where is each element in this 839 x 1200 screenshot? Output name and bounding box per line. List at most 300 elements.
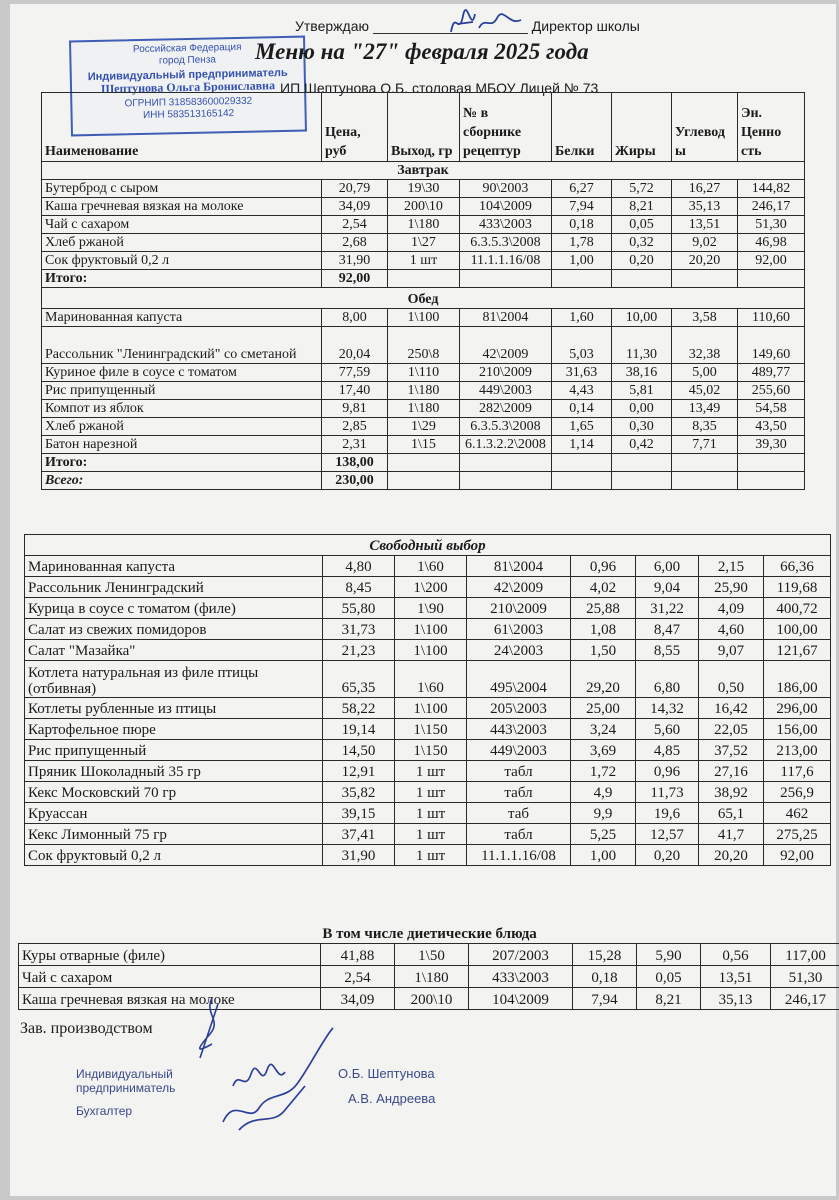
stamp-line: ИНН 583513165142 — [142, 108, 235, 121]
dish-price: 65,35 — [323, 661, 395, 698]
header-energy: Эн. Ценно сть — [738, 93, 805, 162]
dish-price: 55,80 — [323, 598, 395, 619]
dish-fat: 6,00 — [636, 556, 699, 577]
dish-protein: 6,27 — [552, 180, 612, 198]
dish-output: 1\90 — [395, 598, 467, 619]
entrepreneur-label — [76, 1067, 186, 1095]
stamp-line: Российская Федерация — [132, 41, 242, 56]
dish-protein: 29,20 — [571, 661, 636, 698]
dish-output: 1\150 — [395, 719, 467, 740]
dish-fat: 0,96 — [636, 761, 699, 782]
dish-name: Пряник Шоколадный 35 гр — [25, 761, 323, 782]
dish-output: 1\60 — [395, 556, 467, 577]
dish-recipe: 90\2003 — [460, 180, 552, 198]
dish-price: 2,68 — [322, 234, 388, 252]
director-signature — [445, 6, 525, 40]
dish-fat: 5,81 — [612, 382, 672, 400]
dish-carbs: 35,13 — [701, 988, 771, 1010]
dish-fat: 11,30 — [612, 327, 672, 364]
dish-output: 1 шт — [388, 252, 460, 270]
menu-table-main — [41, 92, 805, 490]
dish-output: 200\10 — [388, 198, 460, 216]
dish-carbs: 32,38 — [672, 327, 738, 364]
header-protein: Белки — [552, 93, 612, 162]
grand-total-row — [42, 472, 805, 490]
dish-name: Бутерброд с сыром — [42, 180, 322, 198]
grand-total-label: Всего: — [42, 472, 322, 490]
dish-fat: 8,21 — [637, 988, 701, 1010]
dish-carbs: 27,16 — [699, 761, 764, 782]
dish-fat: 9,04 — [636, 577, 699, 598]
dish-output: 1\100 — [395, 640, 467, 661]
dish-output: 1\110 — [388, 364, 460, 382]
table-row — [25, 598, 831, 619]
dish-price: 12,91 — [323, 761, 395, 782]
dish-price: 2,54 — [321, 966, 395, 988]
table-row — [42, 180, 805, 198]
dish-recipe: 61\2003 — [467, 619, 571, 640]
dish-output: 1\29 — [388, 418, 460, 436]
dish-price: 20,04 — [322, 327, 388, 364]
dish-name: Салат "Мазайка" — [25, 640, 323, 661]
dish-name: Салат из свежих помидоров — [25, 619, 323, 640]
dish-energy: 255,60 — [738, 382, 805, 400]
header-name: Наименование — [42, 93, 322, 162]
dish-recipe: табл — [467, 824, 571, 845]
section-title-breakfast: Завтрак — [42, 162, 805, 180]
dish-fat: 6,80 — [636, 661, 699, 698]
total-label: Итого: — [42, 270, 322, 288]
page-title: Меню на "27" февраля 2025 года — [255, 39, 589, 64]
dish-name: Маринованная капуста — [42, 309, 322, 327]
dish-output: 1\100 — [395, 698, 467, 719]
dish-recipe: 6.3.5.3\2008 — [460, 418, 552, 436]
dish-price: 19,14 — [323, 719, 395, 740]
dish-output: 1 шт — [395, 803, 467, 824]
breakfast-rows — [42, 180, 805, 270]
dish-energy: 462 — [764, 803, 831, 824]
dish-output: 250\8 — [388, 327, 460, 364]
dish-fat: 0,20 — [612, 252, 672, 270]
table-row — [42, 252, 805, 270]
dish-output: 1\200 — [395, 577, 467, 598]
section-row — [42, 162, 805, 180]
dish-recipe: 24\2003 — [467, 640, 571, 661]
dish-price: 35,82 — [323, 782, 395, 803]
dish-protein: 0,18 — [573, 966, 637, 988]
total-label: Итого: — [42, 454, 322, 472]
dish-protein: 0,18 — [552, 216, 612, 234]
dish-protein: 0,96 — [571, 556, 636, 577]
dish-name: Сок фруктовый 0,2 л — [42, 252, 322, 270]
dish-name: Круассан — [25, 803, 323, 824]
dish-energy: 92,00 — [738, 252, 805, 270]
menu-sheet — [10, 4, 836, 1196]
dish-energy: 489,77 — [738, 364, 805, 382]
dish-fat: 10,00 — [612, 309, 672, 327]
dish-output: 200\10 — [395, 988, 469, 1010]
table-row — [19, 988, 839, 1010]
dish-name: Кекс Московский 70 гр — [25, 782, 323, 803]
dish-output: 1\180 — [395, 966, 469, 988]
dish-name: Курица в соусе с томатом (филе) — [25, 598, 323, 619]
dish-carbs: 37,52 — [699, 740, 764, 761]
dish-name: Чай с сахаром — [42, 216, 322, 234]
dish-energy: 186,00 — [764, 661, 831, 698]
dish-carbs: 0,56 — [701, 944, 771, 966]
grand-total-value: 230,00 — [322, 472, 388, 490]
production-label: Зав. производством — [20, 1020, 153, 1037]
dish-fat: 5,60 — [636, 719, 699, 740]
dish-name: Каша гречневая вязкая на молоке — [42, 198, 322, 216]
table-row — [25, 761, 831, 782]
stamp-line: ОГРНИП 318583600029332 — [124, 95, 253, 110]
dish-protein: 15,28 — [573, 944, 637, 966]
dish-name: Каша гречневая вязкая на молоке — [19, 988, 321, 1010]
table-row — [42, 327, 805, 364]
dish-name: Маринованная капуста — [25, 556, 323, 577]
dish-carbs: 16,27 — [672, 180, 738, 198]
header-fat: Жиры — [612, 93, 672, 162]
dish-price: 2,31 — [322, 436, 388, 454]
dish-protein: 1,72 — [571, 761, 636, 782]
dish-fat: 8,21 — [612, 198, 672, 216]
section-title-free-choice: Свободный выбор — [25, 535, 831, 556]
dish-name: Компот из яблок — [42, 400, 322, 418]
dish-recipe: 449\2003 — [460, 382, 552, 400]
dish-carbs: 5,00 — [672, 364, 738, 382]
dish-recipe: 11.1.1.16/08 — [460, 252, 552, 270]
dish-fat: 0,20 — [636, 845, 699, 866]
table-row — [25, 824, 831, 845]
dish-fat: 0,00 — [612, 400, 672, 418]
dish-recipe: 104\2009 — [469, 988, 573, 1010]
dish-recipe: 42\2009 — [467, 577, 571, 598]
table-row — [42, 234, 805, 252]
dish-fat: 5,90 — [637, 944, 701, 966]
dish-recipe: 11.1.1.16/08 — [467, 845, 571, 866]
dish-price: 31,90 — [322, 252, 388, 270]
table-row — [25, 782, 831, 803]
table-row — [19, 966, 839, 988]
dish-price: 34,09 — [321, 988, 395, 1010]
dish-recipe: 282\2009 — [460, 400, 552, 418]
dish-price: 31,73 — [323, 619, 395, 640]
dish-recipe: 6.3.5.3\2008 — [460, 234, 552, 252]
dish-price: 21,23 — [323, 640, 395, 661]
dish-price: 9,81 — [322, 400, 388, 418]
dish-protein: 31,63 — [552, 364, 612, 382]
table-row — [42, 216, 805, 234]
dish-protein: 1,65 — [552, 418, 612, 436]
dish-price: 20,79 — [322, 180, 388, 198]
section-row — [25, 535, 831, 556]
dish-recipe: 433\2003 — [469, 966, 573, 988]
dish-recipe: 210\2009 — [460, 364, 552, 382]
table-row — [25, 845, 831, 866]
dish-protein: 0,14 — [552, 400, 612, 418]
dish-output: 1 шт — [395, 761, 467, 782]
dish-output: 1 шт — [395, 845, 467, 866]
dish-price: 8,00 — [322, 309, 388, 327]
dish-fat: 0,32 — [612, 234, 672, 252]
dish-carbs: 13,51 — [672, 216, 738, 234]
dish-energy: 110,60 — [738, 309, 805, 327]
table-row — [42, 382, 805, 400]
dish-energy: 156,00 — [764, 719, 831, 740]
dish-protein: 1,08 — [571, 619, 636, 640]
dish-price: 4,80 — [323, 556, 395, 577]
dish-name: Куры отварные (филе) — [19, 944, 321, 966]
dish-carbs: 41,7 — [699, 824, 764, 845]
dish-price: 8,45 — [323, 577, 395, 598]
dish-energy: 51,30 — [771, 966, 839, 988]
dish-energy: 144,82 — [738, 180, 805, 198]
dish-price: 31,90 — [323, 845, 395, 866]
dish-name: Котлеты рубленные из птицы — [25, 698, 323, 719]
dish-output: 1\27 — [388, 234, 460, 252]
dish-fat: 0,05 — [637, 966, 701, 988]
dish-recipe: 433\2003 — [460, 216, 552, 234]
header-output: Выход, гр — [388, 93, 460, 162]
dish-price: 41,88 — [321, 944, 395, 966]
table-row — [42, 436, 805, 454]
dish-energy: 100,00 — [764, 619, 831, 640]
dish-name: Картофельное пюре — [25, 719, 323, 740]
dish-name: Хлеб ржаной — [42, 234, 322, 252]
dish-output: 1\50 — [395, 944, 469, 966]
dish-protein: 1,14 — [552, 436, 612, 454]
dish-fat: 8,47 — [636, 619, 699, 640]
entrepreneur-signature — [215, 1026, 340, 1144]
dish-name: Рассольник Ленинградский — [25, 577, 323, 598]
total-row — [42, 270, 805, 288]
table-row — [25, 698, 831, 719]
table-row — [42, 400, 805, 418]
dish-energy: 66,36 — [764, 556, 831, 577]
table-row — [19, 944, 839, 966]
dish-protein: 3,24 — [571, 719, 636, 740]
entrepreneur-name: О.Б. Шептунова — [338, 1066, 435, 1081]
dish-price: 39,15 — [323, 803, 395, 824]
dish-energy: 149,60 — [738, 327, 805, 364]
dish-fat: 11,73 — [636, 782, 699, 803]
menu-table-diet — [18, 921, 839, 1010]
dish-recipe: 207/2003 — [469, 944, 573, 966]
dish-fat: 0,05 — [612, 216, 672, 234]
dish-output: 1\15 — [388, 436, 460, 454]
dish-protein: 1,78 — [552, 234, 612, 252]
dish-carbs: 65,1 — [699, 803, 764, 824]
dish-energy: 246,17 — [738, 198, 805, 216]
dish-protein: 7,94 — [573, 988, 637, 1010]
dish-price: 2,85 — [322, 418, 388, 436]
section-title-diet: В том числе диетические блюда — [19, 922, 839, 944]
total-row — [42, 454, 805, 472]
dish-output: 1 шт — [395, 782, 467, 803]
dish-carbs: 2,15 — [699, 556, 764, 577]
section-row — [19, 922, 839, 944]
menu-table-free-choice — [24, 534, 831, 866]
dish-protein: 25,00 — [571, 698, 636, 719]
dish-energy: 54,58 — [738, 400, 805, 418]
dish-carbs: 8,35 — [672, 418, 738, 436]
dish-protein: 5,03 — [552, 327, 612, 364]
dish-fat: 14,32 — [636, 698, 699, 719]
dish-output: 1\180 — [388, 382, 460, 400]
dish-recipe: 6.1.3.2.2\2008 — [460, 436, 552, 454]
dish-price: 34,09 — [322, 198, 388, 216]
dish-energy: 296,00 — [764, 698, 831, 719]
dish-recipe: табл — [467, 761, 571, 782]
table-row — [25, 556, 831, 577]
dish-recipe: 495\2004 — [467, 661, 571, 698]
dish-fat: 31,22 — [636, 598, 699, 619]
dish-protein: 3,69 — [571, 740, 636, 761]
stamp-line: город Пенза — [158, 54, 217, 67]
table-row — [42, 198, 805, 216]
dish-carbs: 4,09 — [699, 598, 764, 619]
dish-output: 1\100 — [388, 309, 460, 327]
table-row — [42, 418, 805, 436]
accountant-label: Бухгалтер — [76, 1104, 133, 1118]
dish-carbs: 9,02 — [672, 234, 738, 252]
table-row — [42, 364, 805, 382]
dish-carbs: 22,05 — [699, 719, 764, 740]
dish-recipe: 443\2003 — [467, 719, 571, 740]
dish-carbs: 0,50 — [699, 661, 764, 698]
dish-fat: 0,42 — [612, 436, 672, 454]
total-value: 92,00 — [322, 270, 388, 288]
dish-energy: 119,68 — [764, 577, 831, 598]
total-value: 138,00 — [322, 454, 388, 472]
table-row — [25, 803, 831, 824]
dish-energy: 121,67 — [764, 640, 831, 661]
dish-protein: 1,00 — [571, 845, 636, 866]
dish-protein: 5,25 — [571, 824, 636, 845]
table-row — [25, 740, 831, 761]
dish-fat: 0,30 — [612, 418, 672, 436]
dish-output: 19\30 — [388, 180, 460, 198]
dish-output: 1\180 — [388, 216, 460, 234]
dish-protein: 7,94 — [552, 198, 612, 216]
dish-name: Котлета натуральная из филе птицы (отбивная) — [25, 661, 323, 698]
dish-name: Рассольник "Ленинградский" со сметаной — [42, 327, 322, 364]
dish-energy: 213,00 — [764, 740, 831, 761]
dish-carbs: 45,02 — [672, 382, 738, 400]
dish-name: Рис припущенный — [42, 382, 322, 400]
dish-energy: 51,30 — [738, 216, 805, 234]
page-subtitle: ИП Шептунова О.Б. столовая МБОУ Лицей № 73 — [280, 80, 599, 96]
dish-recipe: 104\2009 — [460, 198, 552, 216]
dish-carbs: 38,92 — [699, 782, 764, 803]
dish-protein: 4,02 — [571, 577, 636, 598]
section-row — [42, 288, 805, 309]
dish-carbs: 13,49 — [672, 400, 738, 418]
lunch-rows — [42, 309, 805, 454]
dish-recipe: 205\2003 — [467, 698, 571, 719]
dish-recipe: табл — [467, 782, 571, 803]
free-choice-rows — [25, 556, 831, 866]
dish-energy: 46,98 — [738, 234, 805, 252]
stamp-line: Индивидуальный предприниматель — [87, 66, 288, 84]
dish-energy: 256,9 — [764, 782, 831, 803]
dish-carbs: 7,71 — [672, 436, 738, 454]
dish-fat: 4,85 — [636, 740, 699, 761]
dish-output: 1\150 — [395, 740, 467, 761]
dish-energy: 117,00 — [771, 944, 839, 966]
dish-price: 17,40 — [322, 382, 388, 400]
dish-protein: 1,60 — [552, 309, 612, 327]
dish-output: 1\100 — [395, 619, 467, 640]
dish-price: 37,41 — [323, 824, 395, 845]
dish-protein: 4,9 — [571, 782, 636, 803]
stamp-line: Шептунова Ольга Брониславна — [100, 78, 276, 96]
approval-suffix: Директор школы — [531, 18, 640, 34]
dish-energy: 43,50 — [738, 418, 805, 436]
entrepreneur-label-text: Индивидуальный предприниматель — [76, 1067, 176, 1095]
dish-protein: 1,50 — [571, 640, 636, 661]
dish-name: Хлеб ржаной — [42, 418, 322, 436]
dish-protein: 25,88 — [571, 598, 636, 619]
dish-protein: 1,00 — [552, 252, 612, 270]
dish-energy: 117,6 — [764, 761, 831, 782]
dish-price: 2,54 — [322, 216, 388, 234]
dish-fat: 19,6 — [636, 803, 699, 824]
section-title-lunch: Обед — [42, 288, 805, 309]
table-row — [25, 640, 831, 661]
dish-carbs: 16,42 — [699, 698, 764, 719]
dish-output: 1 шт — [395, 824, 467, 845]
dish-fat: 38,16 — [612, 364, 672, 382]
dish-recipe: 210\2009 — [467, 598, 571, 619]
approval-line — [295, 18, 835, 34]
table-row — [25, 661, 831, 698]
header-recipe: № в сборнике рецептур — [460, 93, 552, 162]
table-row — [42, 309, 805, 327]
dish-name: Чай с сахаром — [19, 966, 321, 988]
dish-protein: 4,43 — [552, 382, 612, 400]
dish-name: Кекс Лимонный 75 гр — [25, 824, 323, 845]
diet-rows — [19, 944, 839, 1010]
dish-price: 58,22 — [323, 698, 395, 719]
dish-fat: 8,55 — [636, 640, 699, 661]
dish-output: 1\180 — [388, 400, 460, 418]
dish-carbs: 13,51 — [701, 966, 771, 988]
dish-carbs: 35,13 — [672, 198, 738, 216]
dish-name: Куриное филе в соусе с томатом — [42, 364, 322, 382]
dish-protein: 9,9 — [571, 803, 636, 824]
dish-price: 77,59 — [322, 364, 388, 382]
dish-name: Батон нарезной — [42, 436, 322, 454]
dish-carbs: 25,90 — [699, 577, 764, 598]
dish-carbs: 4,60 — [699, 619, 764, 640]
dish-carbs: 20,20 — [699, 845, 764, 866]
dish-energy: 246,17 — [771, 988, 839, 1010]
accountant-name: А.В. Андреева — [348, 1091, 436, 1106]
dish-recipe: таб — [467, 803, 571, 824]
dish-recipe: 449\2003 — [467, 740, 571, 761]
table-row — [25, 719, 831, 740]
dish-energy: 400,72 — [764, 598, 831, 619]
dish-price: 14,50 — [323, 740, 395, 761]
header-price: Цена, руб — [322, 93, 388, 162]
header-carbs: Углевод ы — [672, 93, 738, 162]
dish-energy: 275,25 — [764, 824, 831, 845]
table-row — [25, 577, 831, 598]
dish-recipe: 81\2004 — [467, 556, 571, 577]
dish-fat: 5,72 — [612, 180, 672, 198]
